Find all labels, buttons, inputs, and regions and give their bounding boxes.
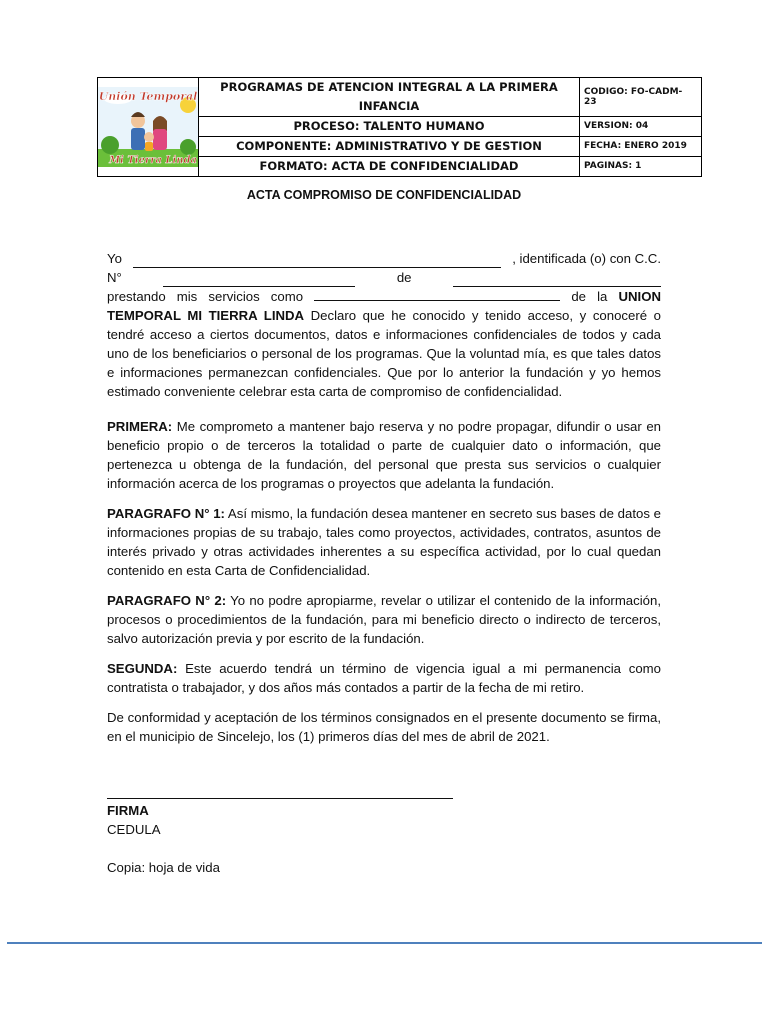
fecha-cell: FECHA: ENERO 2019 — [580, 137, 702, 157]
de-la-label: de la — [571, 289, 608, 304]
document-body — [107, 249, 661, 757]
name-blank — [133, 254, 501, 268]
intro-line-2 — [107, 268, 661, 287]
svg-text:Unión Temporal: Unión Temporal — [98, 90, 198, 103]
cc-city-blank — [453, 273, 661, 287]
formato-cell: FORMATO: ACTA DE CONFIDENCIALIDAD — [199, 157, 580, 177]
version-cell: VERSION: 04 — [580, 117, 702, 137]
signature-line — [107, 784, 453, 799]
clause-primera — [107, 417, 661, 493]
clause-label: PARAGRAFO N° 1: — [107, 506, 225, 521]
de-label: de — [396, 270, 412, 285]
union-temporal-logo — [98, 87, 198, 167]
footer-rule — [7, 942, 762, 944]
document-title: ACTA COMPROMISO DE CONFIDENCIALIDAD — [246, 188, 522, 202]
svg-text:Mi Tierra Linda: Mi Tierra Linda — [108, 155, 198, 166]
program-title: PROGRAMAS DE ATENCION INTEGRAL A LA PRIMERA INFANCIA — [199, 78, 580, 117]
clause-segunda — [107, 659, 661, 697]
clause-label: SEGUNDA: — [107, 661, 178, 676]
document-header-table — [97, 77, 702, 177]
yo-label: Yo — [107, 251, 122, 266]
intro-paragraph — [107, 287, 661, 401]
closing-paragraph: De conformidad y aceptación de los términos consignados en el presente documento se firma, en el municipio de Sincelejo, los (1) primeros días del mes de abril de 2021. — [107, 710, 661, 744]
numero-label: N° — [107, 270, 122, 285]
paginas-cell: PAGINAS: 1 — [580, 157, 702, 177]
intro-text: Declaro que he conocido y tenido acceso, y conoceré o tendré acceso a ciertos documentos, datos e informaciones confidenciales de todos y cada uno de los beneficiarios o personal de los programas. Que la voluntad mía, es que tales datos e informaciones permanezcan confidenciales. Que por lo anterior la fundación y yo hemos estimado conveniente celebrar esta carta de compromiso de confidencialidad. — [107, 308, 661, 399]
clause-label: PARAGRAFO N° 2: — [107, 593, 227, 608]
firma-label: FIRMA — [107, 803, 149, 818]
identificada-label: , identificada (o) con C.C. — [512, 251, 661, 266]
proceso-cell: PROCESO: TALENTO HUMANO — [199, 117, 580, 137]
clause-paragrafo-1 — [107, 504, 661, 580]
clause-text: Así mismo, la fundación desea mantener en secreto sus bases de datos e informaciones propias de su trabajo, tales como proyectos, actividades, contratos, asuntos de interés privado y otras actividades inherentes a su específica actividad, por lo cual quedan contenido en esta Carta de Confidencialidad. — [107, 506, 661, 578]
clause-paragrafo-2 — [107, 591, 661, 648]
componente-cell: COMPONENTE: ADMINISTRATIVO Y DE GESTION — [199, 137, 580, 157]
clause-text: Este acuerdo tendrá un término de vigencia igual a mi permanencia como contratista o trabajador, y dos años más contados a partir de la fecha de mi retiro. — [107, 661, 661, 695]
clause-text: Me comprometo a mantener bajo reserva y no podre propagar, difundir o usar en beneficio propio o de terceros la totalidad o parte de cualquier dato o información, que pertenezca u obtenga de la fundación, del personal que presta sus servicios o cualquier información acerca de los programas o proyectos que adelanta la fundación. — [107, 419, 661, 491]
cedula-label: CEDULA — [107, 822, 161, 837]
role-blank — [314, 287, 560, 301]
clause-text: Yo no podre apropiarme, revelar o utilizar el contenido de la información, procesos o procedimientos de la fundación, para mi beneficio directo o indirecto de terceros, salvo autorización previa y por escrito de la fundación. — [107, 593, 661, 646]
codigo-cell: CODIGO: FO-CADM- 23 — [580, 78, 702, 117]
logo-cell — [98, 78, 199, 177]
clause-label: PRIMERA: — [107, 419, 173, 434]
intro-line-1 — [107, 249, 661, 268]
entity-name: UNION TEMPORAL MI TIERRA LINDA — [107, 289, 661, 323]
cc-number-blank — [163, 273, 355, 287]
copia-note: Copia: hoja de vida — [107, 860, 220, 875]
prestando-label: prestando mis servicios como — [107, 289, 304, 304]
signature-block — [107, 784, 453, 877]
